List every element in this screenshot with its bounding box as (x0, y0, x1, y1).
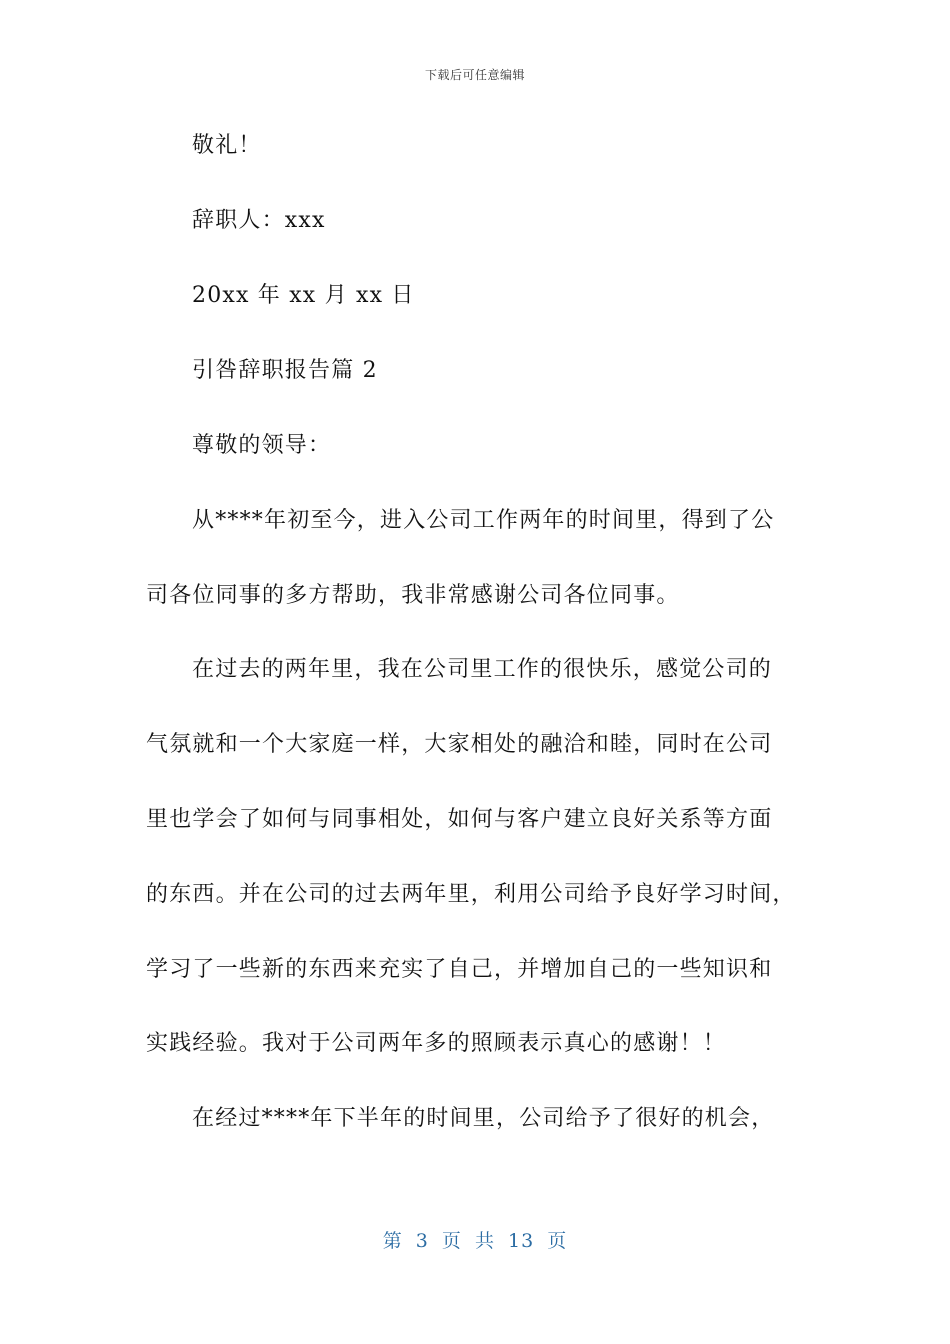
page-number: 第 3 页 共 13 页 (382, 1230, 568, 1252)
paragraph-line: 实践经验。我对于公司两年多的照顾表示真心的感谢！！ (146, 1031, 727, 1056)
resigner-line: 辞职人：xxx (192, 208, 326, 233)
paragraph-line: 在过去的两年里，我在公司里工作的很快乐，感觉公司的 (192, 657, 773, 682)
paragraph-line: 从****年初至今，进入公司工作两年的时间里，得到了公 (192, 508, 775, 533)
paragraph-line: 在经过****年下半年的时间里，公司给予了很好的机会， (192, 1106, 775, 1131)
header-note: 下载后可任意编辑 (424, 68, 525, 82)
greeting-line: 尊敬的领导： (192, 433, 332, 458)
date-line: 20xx 年 xx 月 xx 日 (192, 283, 415, 308)
paragraph-line: 的东西。并在公司的过去两年里，利用公司给予良好学习时间， (146, 882, 796, 907)
section-title: 引咎辞职报告篇 2 (192, 358, 378, 383)
paragraph-line: 司各位同事的多方帮助，我非常感谢公司各位同事。 (146, 583, 680, 608)
paragraph-line: 学习了一些新的东西来充实了自己，并增加自己的一些知识和 (146, 957, 773, 982)
paragraph-line: 里也学会了如何与同事相处，如何与客户建立良好关系等方面 (146, 807, 773, 832)
closing-salutation: 敬礼！ (192, 133, 262, 158)
paragraph-line: 气氛就和一个大家庭一样，大家相处的融洽和睦，同时在公司 (146, 732, 773, 757)
